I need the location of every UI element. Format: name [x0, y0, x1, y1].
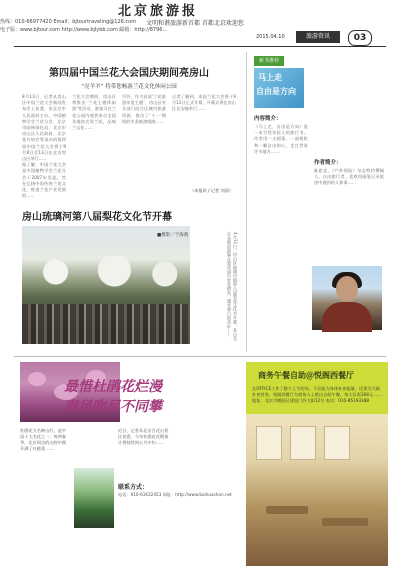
ad-body [252, 386, 382, 404]
article-1-subtitle: “亮羊羊” 将带您畅游兰花文化休闲公园 [81, 84, 177, 90]
mountain-thumbnail [74, 468, 114, 528]
article-1-column-1 [22, 94, 66, 199]
section-rule [14, 356, 386, 357]
book-recommendation-tag: 新书推荐 [254, 56, 284, 66]
article-1-title: 第四届中国兰花大会国庆期间亮房山 [49, 68, 209, 79]
section-label: 旅游资讯 [296, 31, 340, 43]
column-divider [246, 52, 247, 352]
pear-blossom-festival-photo [22, 226, 190, 344]
masthead-title: 北京旅游报 [118, 4, 199, 19]
book-title-line-2: 自由是方向 [256, 87, 296, 96]
dining-table [322, 518, 368, 526]
bottom-article-column-1: 杜鹃花又名映山红，是中国十大名花之一。每到春季，北京周边的山野中便开满了杜鹃花…… [20, 428, 67, 451]
article-1-paragraph: 兰花大会期间，房山区将推出‘兰花主题休闲游’等活动，游客可在兰花公园内观赏来自全国各地的名贵兰花，品味兰文化…… [72, 94, 116, 131]
article-2-title: 房山琉璃河第八届梨花文化节开幕 [22, 212, 172, 223]
book-content-text: 《马上走，自由是方向》是一本写给年轻人的旅行书。作者用一支画笔、一部相机和一颗自由的心，走过世界许多地方…… [254, 124, 308, 154]
masthead-contact-line-2: 电子版：www.bjtour.com http://www.bjlybb.com 邮箱：http://8796... [0, 27, 168, 33]
masthead-contact-line-1: 热线：010-66977420 Email：bjtourtraveling@126.com [0, 19, 137, 25]
portrait-face [336, 276, 358, 302]
masthead-subtitle: 文明和谐旅游新首都 首都北京欢迎您 [146, 20, 244, 27]
bottom-article-column-2: 近日，记者从北京百花山景区获悉，今年杜鹃花花期预计将持续到五月中旬…… [118, 428, 169, 445]
book-title-line-1: 马上走 [258, 73, 282, 82]
contact-heading: 联系方式： [118, 484, 149, 491]
dining-table [266, 506, 308, 514]
article-1-column-3 [122, 94, 166, 190]
article-2-caption: 4月11日，房山区琉璃河镇第八届梨花文化节开幕。来自北京各地的游客在梨花园中赏花踏青，感受春日的美好…… [227, 232, 238, 341]
crowd [22, 304, 190, 344]
bottom-headline-line-2: 春风吹尽不同攀 [64, 399, 162, 415]
ad-description: 在OFFICE工作了整个上午的你，不仅能为身体补充能量，还要为大脑补充营养。悦阁西餐厅为商务人士推出自助午餐，每人仅需168元…… [252, 386, 382, 397]
page-number: 03 [348, 30, 372, 46]
issue-date: 2015.04.10 [256, 34, 285, 40]
article-1-paragraph: 据了解，中国兰花大会是中国植物学会兰花分会于2007年发起，旨在弘扬中国传统兰花文化，推进兰花产业发展的…… [22, 162, 66, 199]
header-rule [14, 46, 386, 47]
portrait-body [322, 302, 372, 332]
article-1-paragraph: 8月13日，记者从房山区中国兰花大会新闻发布会上获悉，由北京市人民政府主办，中国植物学会兰花分会、北京市园林绿化局、北京市房山区人民政府、北京花卉协会等承办的第四届中国兰花大会将于9月8日至13日在北京房山区举行…… [22, 94, 66, 162]
article-1-column-4 [172, 94, 236, 184]
ad-title: 商务午餐自助＠悦阁西餐厅 [258, 371, 354, 380]
article-1-byline: （本报讯 / 记者 刘清） [190, 188, 234, 193]
window [324, 426, 350, 460]
window [256, 426, 282, 460]
contact-info: 电话：010-61632453 网址：http://www.baihuashan.net [118, 492, 232, 497]
flower-cluster [28, 372, 46, 386]
author-heading: 作者简介： [314, 160, 342, 166]
restaurant-photo [246, 414, 388, 566]
article-1-paragraph: 另外，作为首届‘兰花旅游年度主题’，房山区有关部门结合区域内旅游资源，推出了‘十一’期间的多条旅游线路…… [122, 94, 166, 124]
author-bio-text: 陈思宜，《户外探险》杂志特约撰稿人，自由旅行者，喜欢用画笔记录旅途中遇到的人和事…… [314, 168, 384, 186]
bottom-headline-line-1: 最惜杜鹃花烂漫 [64, 379, 162, 395]
article-1-column-2 [72, 94, 116, 190]
window [290, 426, 316, 460]
article-1-paragraph: 记者了解到，本届兰花大会将于9月12日正式开幕，开幕式将在房山区长沟镇举行…… [172, 94, 236, 112]
ad-address: 地址：北京市朝阳区建国门外大街12号 电话：010-85193388 [252, 398, 370, 403]
author-portrait [312, 266, 382, 330]
blossom-trees [22, 256, 190, 296]
photo-credit: ■摄影／于海燕 [157, 233, 189, 238]
content-heading: 内容简介： [254, 116, 282, 122]
